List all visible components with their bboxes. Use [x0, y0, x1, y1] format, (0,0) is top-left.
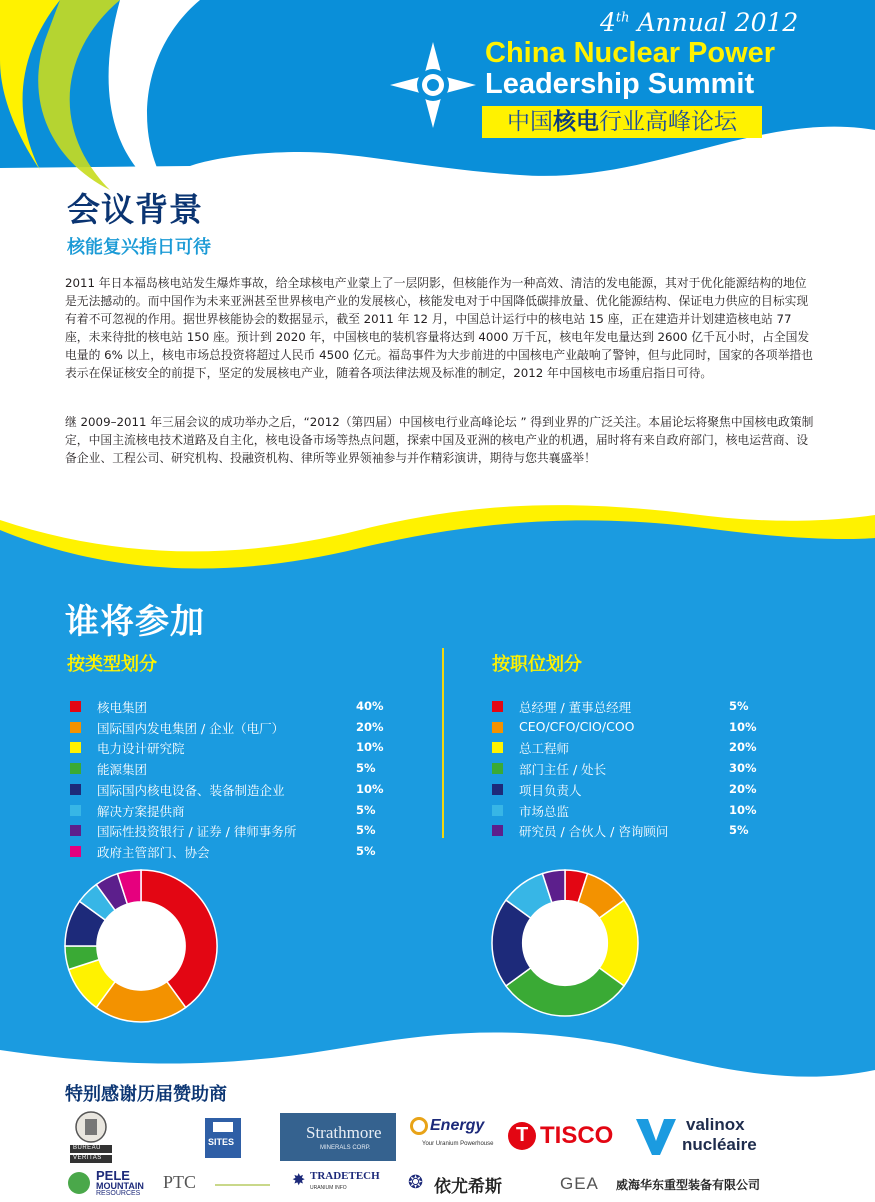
annual-superscript: th [615, 10, 630, 26]
by-type-heading: 按类型划分 [67, 654, 157, 675]
title-chinese [482, 106, 762, 138]
background-subheading: 核能复兴指日可待 [67, 237, 211, 258]
legend-swatch [70, 846, 81, 857]
ptc-tagline-line [215, 1184, 270, 1186]
legend-swatch [70, 722, 81, 733]
legend-percent: 5% [356, 761, 376, 776]
by-position-heading: 按职位划分 [492, 654, 582, 675]
pele-text-a: PELE [96, 1168, 130, 1183]
legend-label: 国际国内核电设备、装备制造企业 [97, 782, 285, 798]
legend-label: CEO/CFO/CIO/COO [519, 718, 635, 734]
legend-percent: 5% [729, 823, 749, 838]
sponsor-ptc-logo [163, 1172, 273, 1196]
legend-item [492, 738, 769, 758]
legend-percent: 5% [729, 699, 749, 713]
legend-swatch [70, 742, 81, 753]
legend-item [70, 821, 396, 841]
title-cn-a: 中国 [507, 109, 553, 135]
tisco-text: TISCO [540, 1122, 614, 1149]
legend-label: 国际国内发电集团 / 企业（电厂） [97, 720, 285, 736]
title-english [485, 38, 775, 100]
legend-label: 能源集团 [97, 762, 148, 778]
compass-logo-icon [390, 42, 476, 128]
valinox-text-a: valinox [686, 1115, 745, 1134]
legend-item [492, 718, 769, 738]
sponsor-tradetech-logo [292, 1168, 382, 1200]
sponsor-weihai-logo [616, 1176, 766, 1196]
sponsor-valinox-logo [634, 1113, 764, 1161]
tradetech-text: TRADETECH [310, 1170, 380, 1182]
title-cn-c: 行业高峰论坛 [599, 109, 737, 135]
legend-swatch [492, 763, 503, 774]
energy-swirl-icon [410, 1117, 428, 1135]
legend-percent: 20% [729, 740, 757, 755]
legend-swatch [492, 825, 503, 836]
annual-text: Annual 2012 [637, 8, 799, 37]
legend-swatch [70, 825, 81, 836]
sponsor-pele-mountain-logo [68, 1168, 148, 1200]
legend-item [70, 759, 396, 779]
legend-swatch [492, 742, 503, 753]
legend-percent: 40% [356, 699, 384, 713]
sponsor-strathmore-logo [280, 1113, 396, 1161]
attendees-heading: 谁将参加 [65, 602, 205, 642]
legend-label: 项目负责人 [519, 782, 582, 798]
legend-item [492, 780, 769, 800]
weihai-text: 威海华东重型装备有限公司 [616, 1178, 761, 1192]
legend-item [492, 801, 769, 821]
legend-item [492, 697, 769, 717]
legend-label: 研究员 / 合伙人 / 咨询顾问 [519, 824, 669, 840]
sites-text: SITES [208, 1137, 235, 1147]
legend-label: 国际性投资银行 / 证券 / 律师事务所 [97, 824, 297, 840]
ptc-text: PTC [163, 1172, 197, 1192]
sponsor-bureau-veritas-logo [68, 1110, 114, 1165]
legend-swatch [492, 722, 503, 733]
legend-item [492, 821, 769, 841]
legend-item [70, 718, 396, 738]
pele-text-c: RESOURCES [96, 1190, 141, 1197]
legend-swatch [70, 805, 81, 816]
legend-label: 核电集团 [97, 700, 148, 715]
legend-item [70, 738, 396, 758]
legend-swatch [492, 784, 503, 795]
legend-swatch [70, 701, 81, 712]
legend-label: 总经理 / 董事总经理 [519, 700, 632, 715]
column-divider [442, 648, 444, 838]
legend-label: 部门主任 / 处长 [519, 762, 607, 778]
legend-label: 政府主管部门、协会 [97, 844, 210, 860]
legend-swatch [492, 701, 503, 712]
yiyouxisi-swirl-icon: ❂ [408, 1172, 424, 1192]
legend-item [70, 801, 396, 821]
tradetech-sub-text: URANIUM INFO [310, 1185, 347, 1191]
yiyouxisi-text: 依尤希斯 [434, 1177, 502, 1196]
donut-hole [97, 902, 185, 990]
title-en-line2: Leadership Summit [485, 68, 755, 100]
legend-label: 解决方案提供商 [97, 803, 185, 819]
background-paragraph-1: 2011 年日本福岛核电站发生爆炸事故，给全球核电产业蒙上了一层阴影，但核能作为一种高效、清洁的发电能源，其对于优化能源结构的地位是无法撼动的。而中国作为未来亚洲甚至世界核电产业的发展核心，核能发电对于中国降低碳排放量、优化能源结构、保证电力供应的目标实现有着不可忽视的作用。据世界核能协会的数据显示，截至 2011 年 12 月，中国总计运行中的核电站 15 座，正在建造并计划建造核电站 77 座，未来待批的核电站 150 座。预计到 2020 年，中国核电的装机容量将达到 4000 万千瓦，核电年发电量达到 2600 亿千瓦小时，占全国发电量的 6% 以上，核电市场总投资将超过人民币 4500 亿元。福岛事件为大步前进的中国核电产业敲响了警钟，但与此同时，国家的各项举措也表示在保证核安全的前提下，坚定的发展核电产业，随着各项法律法规及标准的制定，2012 年中国核电市场重启指日可待。 [65, 276, 813, 380]
background-heading: 会议背景 [67, 190, 203, 229]
legend-label: 总工程师 [519, 741, 570, 757]
legend-percent: 30% [729, 761, 757, 776]
tradetech-star-icon: ✸ [292, 1172, 306, 1189]
legend-percent: 5% [356, 802, 376, 817]
strathmore-text: Strathmore [306, 1123, 382, 1142]
veritas-text: VERITAS [73, 1155, 102, 1161]
legend-label: 电力设计研究院 [97, 741, 185, 757]
legend-item [70, 842, 396, 862]
legend-swatch [492, 805, 503, 816]
strathmore-sub-text: MINERALS CORP. [320, 1145, 371, 1151]
valinox-text-b: nucléaire [682, 1135, 757, 1154]
donut-chart-by-type [63, 868, 219, 1024]
sites-mark-icon [213, 1122, 233, 1132]
legend-percent: 10% [729, 719, 757, 734]
donut-hole [523, 901, 608, 986]
legend-item [492, 759, 769, 779]
legend-percent: 10% [356, 781, 384, 796]
bureau-text: BUREAU [73, 1145, 102, 1151]
valinox-v-icon [634, 1115, 678, 1159]
sponsor-yiyouxisi-logo [408, 1170, 508, 1198]
sponsors-heading: 特别感谢历届赞助商 [65, 1084, 227, 1105]
legend-percent: 20% [729, 781, 757, 796]
legend-swatch [70, 784, 81, 795]
legend-percent: 10% [729, 802, 757, 817]
legend-percent: 10% [356, 740, 384, 755]
sponsor-gea-logo [560, 1174, 610, 1196]
sponsor-energy-logo [408, 1115, 500, 1155]
annual-number: 4 [600, 8, 616, 37]
legend-percent: 5% [356, 843, 376, 858]
gea-text: GEA [560, 1174, 599, 1193]
legend-item [70, 780, 396, 800]
pele-text-b: MOUNTAIN [96, 1181, 144, 1191]
sponsor-tisco-logo [508, 1120, 612, 1156]
pele-circle-icon [68, 1172, 90, 1194]
energy-text: Energy [430, 1117, 485, 1134]
sponsor-sites-logo [205, 1118, 241, 1158]
title-en-line1: China Nuclear Power [485, 37, 776, 69]
donut-chart-by-position [490, 868, 640, 1018]
background-paragraph-2: 继 2009–2011 年三届会议的成功举办之后，“2012（第四届）中国核电行业高峰论坛 ” 得到业界的广泛关注。本届论坛将聚焦中国核电政策制定，中国主流核电技术道路及自主化，核电设备市场等热点问题，探索中国及亚洲的核电产业的机遇，届时将有来自政府部门，核电运营商、设备企业、工程公司、研究机构、投融资机构、律所等业界领袖参与并作精彩演讲，期待与您共襄盛举！ [65, 415, 814, 465]
legend-item [70, 697, 396, 717]
energy-sub-text: Your Uranium Powerhouse [422, 1141, 494, 1147]
tisco-t-icon: T [516, 1124, 529, 1146]
legend-percent: 5% [356, 823, 376, 838]
legend-swatch [70, 763, 81, 774]
annual-edition [600, 8, 798, 37]
legend-label: 市场总监 [519, 803, 570, 819]
title-cn-b: 核电 [553, 109, 599, 135]
legend-percent: 20% [356, 719, 384, 734]
